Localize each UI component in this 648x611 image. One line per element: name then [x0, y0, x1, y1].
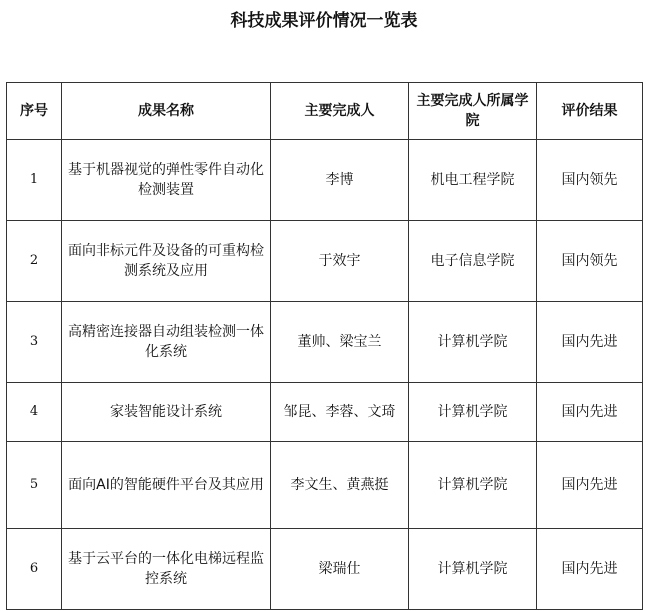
- college: 机电工程学院: [409, 140, 537, 221]
- row-index: 4: [7, 383, 62, 442]
- row-index: 3: [7, 302, 62, 383]
- evaluation-result: 国内先进: [537, 383, 643, 442]
- college: 电子信息学院: [409, 221, 537, 302]
- evaluation-result: 国内领先: [537, 221, 643, 302]
- results-table: [6, 82, 643, 610]
- college: 计算机学院: [409, 442, 537, 529]
- college: 计算机学院: [409, 302, 537, 383]
- header-name: 成果名称: [62, 83, 271, 140]
- header-result: 评价结果: [537, 83, 643, 140]
- main-person: 董帅、梁宝兰: [271, 302, 409, 383]
- table-row: [7, 221, 643, 302]
- page-title: 科技成果评价情况一览表: [230, 11, 418, 31]
- table-row: [7, 529, 643, 610]
- row-index: 6: [7, 529, 62, 610]
- table-row: [7, 383, 643, 442]
- table-row: [7, 302, 643, 383]
- header-college: 主要完成人所属学院: [409, 83, 537, 140]
- college: 计算机学院: [409, 529, 537, 610]
- achievement-name: 面向AI的智能硬件平台及其应用: [62, 442, 271, 529]
- evaluation-result: 国内领先: [537, 140, 643, 221]
- main-person: 于效宇: [271, 221, 409, 302]
- row-index: 2: [7, 221, 62, 302]
- achievement-name: 基于机器视觉的弹性零件自动化检测装置: [62, 140, 271, 221]
- evaluation-result: 国内先进: [537, 302, 643, 383]
- table-row: [7, 140, 643, 221]
- achievement-name: 面向非标元件及设备的可重构检测系统及应用: [62, 221, 271, 302]
- main-person: 李文生、黄燕挺: [271, 442, 409, 529]
- evaluation-result: 国内先进: [537, 529, 643, 610]
- header-person: 主要完成人: [271, 83, 409, 140]
- row-index: 1: [7, 140, 62, 221]
- college: 计算机学院: [409, 383, 537, 442]
- header-index: 序号: [7, 83, 62, 140]
- achievement-name: 家装智能设计系统: [62, 383, 271, 442]
- main-person: 梁瑞仕: [271, 529, 409, 610]
- table-row: [7, 442, 643, 529]
- achievement-name: 高精密连接器自动组装检测一体化系统: [62, 302, 271, 383]
- main-person: 邹昆、李蓉、文琦: [271, 383, 409, 442]
- achievement-name: 基于云平台的一体化电梯远程监控系统: [62, 529, 271, 610]
- main-person: 李博: [271, 140, 409, 221]
- header-row: [7, 83, 643, 140]
- row-index: 5: [7, 442, 62, 529]
- evaluation-result: 国内先进: [537, 442, 643, 529]
